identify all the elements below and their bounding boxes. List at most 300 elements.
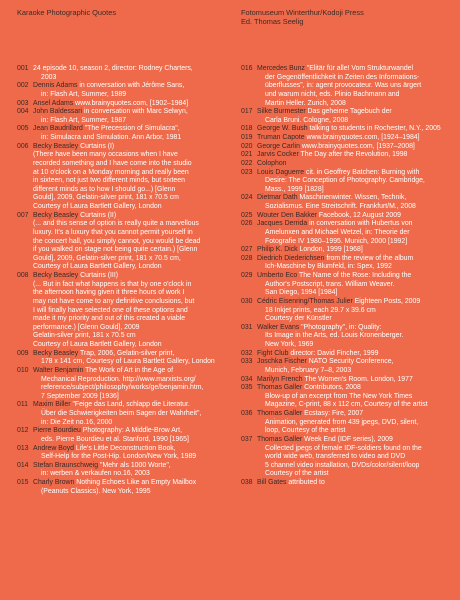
entry-line [33,134,237,143]
entry-text: in: werben & verkaufen no.16, 2003 [41,470,150,478]
entry-text: Gould], 2009, Gelatin-silver print, 181 x 70.5 cm [33,194,179,202]
entry-name: Cédric Eisenring/Thomas Julier [257,297,353,305]
index-entry [241,125,453,134]
index-entry [17,427,237,444]
index-entry [17,212,237,272]
entry-number: 022 [241,159,253,167]
index-entry [241,324,453,350]
entry-line [257,350,453,359]
entry-number: 024 [241,194,253,202]
entry-line [33,479,237,488]
entry-name: Colophon [257,159,287,167]
entry-text: 2003 [41,73,57,81]
entry-name: Becky Beasley [33,142,79,150]
entry-body [257,194,453,211]
entry-body [33,427,237,444]
entry-line [257,65,453,74]
entry-number: 014 [17,461,29,469]
index-entry [241,108,453,125]
entry-line [257,401,453,410]
index-column-right [241,65,453,488]
entry-body [257,410,453,436]
index-entry [17,479,237,496]
entry-text: Nothing Echoes Like an Empty Mailbox [74,479,197,486]
entry-number: 006 [17,142,29,150]
entry-text: director: David Fincher, 1999 [288,349,379,357]
header-line: Ed. Thomas Seelig [241,17,304,27]
entry-line [33,281,237,290]
index-entry [17,108,237,125]
header-line: Karaoke Photographic Quotes [17,8,117,17]
entry-line [257,255,453,264]
index-entry [241,65,453,108]
entry-text: Courtesy of Laura Bartlett Gallery, London [33,263,162,271]
entry-line [33,393,237,402]
entry-name: Wouter Den Bakker [257,211,318,219]
entry-text: Gelatin-silver print, 181 x 70.5 cm [33,332,136,340]
entry-name: Umberto Eco [257,272,298,279]
entry-text: 5 channel video installation, DVDs/color/silent/loop [265,461,420,469]
entry-text: different minds as to how I should go...) [Glenn [33,185,176,193]
index-entry [241,246,453,255]
index-entry [241,255,453,272]
entry-text: may not have come to any definitive conclusions, but [33,297,195,305]
entry-body [257,479,453,488]
entry-text: und warum nicht, eds. Plinio Bachmann and [265,90,400,98]
entry-text: in: Flash Art, Summer, 1989 [41,90,127,98]
entry-body [33,143,237,212]
entry-text: The Women's Room. London, 1977 [302,375,413,383]
entry-name: John Baldessari [33,108,83,116]
entry-line [257,298,453,307]
index-entry [241,151,453,160]
entry-text: NATO Security Conference, [306,358,394,366]
entry-name: Philip K. Dick [257,246,298,254]
entry-text: Magazine, C-print, 88 x 112 cm, Courtesy of the artist [265,401,428,409]
entry-body [257,436,453,479]
entry-body [257,134,453,143]
entry-line [257,177,453,186]
entry-body [33,125,237,142]
entry-text: Fotografie IV 1980–1995. Munich, 2000 [1992] [265,237,408,245]
entry-text: 18 Inkjet prints, each 29.7 x 39.6 cm [265,306,376,314]
entry-line [33,341,237,350]
entry-number: 034 [241,375,253,383]
entry-text: Trap, 2006, Gelatin-silver print, [78,349,175,357]
entry-name: Ansel Adams [33,99,74,107]
entry-line [257,134,453,143]
entry-text: the afternoon having given it three hours of work I [33,289,185,297]
entry-line [257,151,453,160]
entry-number: 013 [17,444,29,452]
entry-number: 037 [241,435,253,443]
entry-line [33,220,237,229]
entry-name: Walter Benjamin [33,366,84,374]
entry-name: Dietmar Dath [257,194,298,202]
entry-text: Eighteen Posts, 2009 [352,297,421,305]
entry-text: Desire: The Conception of Photography. Cambridge, [265,177,425,185]
entry-name: Thomas Galler [257,410,303,417]
entry-body [33,100,237,109]
entry-line [257,419,453,428]
entry-number: 021 [241,151,253,159]
entry-line [33,376,237,385]
index-entry [17,82,237,99]
entry-text: Courtesy der Künstler [265,315,332,323]
entry-line [33,358,237,367]
entry-name: Walker Evans [257,323,300,331]
entry-line [33,143,237,152]
entry-text: (... But in fact what happens is that by one o'clock in [33,280,192,288]
entry-text: loop, Courtesy of the artist [265,427,346,435]
entry-text: eds. Pierre Bourdieu et al. Stanford, 1990 [1965] [41,435,189,443]
entry-number: 018 [241,125,253,133]
entry-text: (... and this sense of option is really quite a marvellous [33,220,199,228]
header-left [17,8,116,17]
entry-line [257,74,453,83]
entry-text: "Mehr als 1000 Worte", [98,461,171,469]
index-entry [241,436,453,479]
entry-name: Becky Beasley [33,272,79,279]
entry-name: Jacques Derrida [257,220,308,228]
index-entry [241,134,453,143]
entry-line [33,151,237,160]
entry-text: der Gegenöffentlichkeit in Zeiten des Informations- [265,73,420,81]
entry-text: attributed to [286,479,325,486]
entry-body [257,376,453,385]
entry-name: Mercedes Bunz [257,65,305,72]
entry-body [257,384,453,410]
index-entry [241,298,453,324]
index-entry [17,100,237,109]
entry-line [33,324,237,333]
index-entry [241,169,453,195]
index-entry [17,445,237,462]
entry-line [33,169,237,178]
entry-name: George W. Bush [257,125,308,133]
entry-number: 032 [241,349,253,357]
entry-body [33,108,237,125]
entry-text: Das geheime Tagebuch der [305,108,392,116]
entry-line [257,229,453,238]
entry-text: überflusses", in: agent provocateur. Was uns ärgert [265,82,422,90]
entry-line [33,203,237,212]
entry-line [33,238,237,247]
entry-text: made it my priority and out of this created a viable [33,315,186,323]
entry-text: Week End (IDF series), 2009 [302,435,393,443]
entry-line [257,341,453,350]
entry-line [33,82,237,91]
entry-body [257,160,453,169]
entry-line [257,427,453,436]
index-entry [241,272,453,298]
entry-line [33,384,237,393]
entry-line [33,246,237,255]
entry-number: 012 [17,427,29,435]
entry-number: 017 [241,108,253,116]
entry-line [33,436,237,445]
entry-body [257,298,453,324]
header-line: Fotomuseum Winterthur/Kodoji Press [241,8,364,17]
entry-line [33,117,237,126]
entry-body [33,401,237,427]
entry-line [257,315,453,324]
entry-line [257,238,453,247]
entry-line [33,401,237,410]
entry-line [257,479,453,488]
entry-line [257,332,453,341]
entry-text: Blow-up of an excerpt from The New York Times [265,392,413,400]
index-entry [241,143,453,152]
entry-number: 036 [241,410,253,417]
entry-number: 030 [241,297,253,305]
entry-text: "Photography", in: Quality: [299,323,382,331]
index-entry [241,350,453,359]
entry-text: "The Precession of Simulacra", [82,125,180,133]
index-entry [241,220,453,246]
entry-line [257,462,453,471]
index-entry [17,125,237,142]
entry-line [33,315,237,324]
entry-number: 029 [241,272,253,279]
entry-line [33,410,237,419]
entry-body [33,445,237,462]
entry-text: in sixteen, not just two different minds, but sixteen [33,177,185,185]
entry-number: 009 [17,349,29,357]
entry-line [33,488,237,497]
entry-text: in: Flash Art, Summer, 1987 [41,116,127,124]
entry-text: 24 episode 10, season 2, director: Rodney Charters, [33,65,193,72]
entry-line [33,194,237,203]
entry-text: Life's Little Deconstruction Book, [73,444,176,452]
index-entry [241,212,453,221]
index-entry [241,358,453,375]
entry-line [257,410,453,419]
entry-text: performance.) [Glenn Gould], 2009 [33,323,140,331]
entry-text: Gould], 2009, Gelatin-silver print, 181 x 70.5 cm, [33,254,181,262]
entry-number: 026 [241,220,253,228]
entry-text: (There have been many occasions when I have [33,151,178,159]
entry-text: in conversation with Jérôme Sans, [77,82,185,90]
entry-line [33,186,237,195]
entry-body [257,125,453,134]
entry-text: 178 x 141 cm, Courtesy of Laura Bartlett Gallery, London [41,358,215,366]
entry-text: Martin Heller. Zurich, 2008 [265,99,346,107]
entry-line [257,186,453,195]
entry-text: at 10 o'clock on a Monday morning and really been [33,168,189,176]
entry-text: Curtains (II) [78,211,117,219]
entry-line [257,125,453,134]
entry-text: www.brainyquotes.com, [1902–1984] [73,99,189,107]
entry-number: 008 [17,272,29,279]
entry-line [33,367,237,376]
entry-line [33,298,237,307]
entry-name: Bill Gates [257,479,287,486]
entry-number: 001 [17,65,29,72]
entry-line [33,160,237,169]
entry-line [33,272,237,281]
entry-name: Stefan Braunschweig [33,461,99,469]
entry-line [257,445,453,454]
entry-line [257,393,453,402]
entry-number: 031 [241,323,253,331]
entry-text: Curtains (I) [78,142,115,150]
entry-line [257,376,453,385]
entry-text: in conversation with Marc Selwyn, [82,108,188,116]
entry-line [257,82,453,91]
entry-text: www.brainyquotes.com, [1937–2008] [299,142,415,150]
entry-text: Maschinenwinter. Wissen, Technik, [297,194,407,202]
entry-line [257,108,453,117]
entry-line [257,272,453,281]
index-entry [241,384,453,410]
entry-line [257,324,453,333]
entry-line [33,229,237,238]
entry-body [33,272,237,350]
entry-line [257,117,453,126]
entry-line [33,470,237,479]
entry-text: Courtesy of Laura Bartlett Gallery, London [33,341,162,348]
entry-number: 028 [241,254,253,262]
entry-text: Courtesy of the artist [265,470,329,478]
entry-line [33,108,237,117]
entry-body [257,324,453,350]
entry-text: Carla Bruni. Cologne, 2008 [265,116,349,124]
entry-text: cit. in Geoffrey Batchen: Burning with [304,168,420,176]
entry-line [33,65,237,74]
entry-line [257,453,453,462]
entry-body [257,212,453,221]
entry-name: Becky Beasley [33,211,79,219]
entry-line [257,212,453,221]
entry-name: Andrew Boyd [33,444,74,452]
entry-name: Louis Daguerre [257,168,305,176]
entry-text: from the review of the album [324,254,414,262]
entry-body [257,246,453,255]
entry-body [33,350,237,367]
entry-line [33,263,237,272]
index-entry [17,367,237,402]
entry-text: The Name of the Rose: Including the [297,272,412,279]
index-entry [241,479,453,488]
entry-text: Mass., 1999 [1828] [265,185,324,193]
entry-number: 033 [241,358,253,366]
entry-line [33,332,237,341]
entry-body [33,65,237,82]
entry-number: 015 [17,479,29,486]
entry-text: Über die Schwierigkeiten beim Sagen der Wahrheit", [41,410,202,417]
entry-text: I will finally have selected one of these options and [33,306,188,314]
entry-line [33,100,237,109]
entry-line [33,212,237,221]
entry-text: Author's Postscript, trans. William Weaver. [265,280,395,288]
entry-line [33,350,237,359]
entry-text: Curtains (III) [78,272,119,279]
entry-line [257,263,453,272]
entry-text: Its Image in the Arts, ed. Louis Kronenberger. [265,332,404,340]
entry-line [33,419,237,428]
entry-number: 007 [17,211,29,219]
entry-line [257,281,453,290]
entry-body [33,462,237,479]
entry-line [257,194,453,203]
entry-name: George Carlin [257,142,300,150]
entry-line [257,436,453,445]
entry-name: Becky Beasley [33,349,79,357]
entry-name: Maxim Biller [33,401,71,409]
entry-line [257,220,453,229]
index-entry [17,401,237,427]
entry-text: Ich-Maschine by Blumfeld, in: Spex, 1992 [265,263,392,271]
entry-body [257,108,453,125]
entry-name: Truman Capote [257,134,305,141]
entry-text: Mechanical Reproduction. http://www.marxists.org/ [41,375,196,383]
entry-body [257,151,453,160]
entry-line [257,203,453,212]
entry-number: 027 [241,246,253,254]
entry-body [257,220,453,246]
index-entry [241,160,453,169]
entry-text: www.brainyquotes.com, [1924–1984] [304,134,420,141]
entry-number: 011 [17,401,28,409]
entry-body [257,358,453,375]
entry-number: 025 [241,211,253,219]
entry-text: Facebook, 12 August 2009 [317,211,401,219]
entry-body [257,350,453,359]
entry-number: 038 [241,479,253,486]
entry-name: Joschka Fischer [257,358,307,366]
entry-line [33,453,237,462]
entry-line [257,246,453,255]
entry-text: reference/subject/philosophy/works/ge/benjamin.htm, [41,384,204,392]
entry-line [257,91,453,100]
entry-name: Diedrich Diederichsen [257,254,325,262]
entry-name: Silke Burmester [257,108,306,116]
index-entry [17,143,237,212]
index-entry [17,350,237,367]
entry-line [33,462,237,471]
entry-body [257,169,453,195]
index-entry [241,194,453,211]
entry-line [33,445,237,454]
entry-text: Contributors, 2008 [302,384,361,392]
entry-body [33,212,237,272]
entry-text: Photography: A Middle-Brow Art, [80,427,183,435]
entry-number: 005 [17,125,29,133]
entry-text: Courtesy of Laura Bartlett Gallery, London [33,203,162,210]
entry-text: New York, 1969 [265,341,314,348]
entry-line [257,384,453,393]
entry-line [257,289,453,298]
header-right [241,8,364,26]
entry-text: (Peanuts Classics). New York, 1995 [41,487,151,495]
entry-number: 010 [17,366,29,374]
index-entry [17,65,237,82]
entry-text: Amelunxen and Michael Wetzel, in: Theorie der [265,228,410,236]
entry-text: Sozialismus. Eine Streitschrift. Frankfurt/M., 2008 [265,203,416,210]
entry-line [257,160,453,169]
entry-name: Jarvis Cocker [257,151,299,159]
entry-body [33,367,237,402]
entry-body [257,65,453,108]
entry-number: 019 [241,134,253,141]
entry-name: Dennis Adams [33,82,78,90]
entry-body [257,143,453,152]
entry-line [33,427,237,436]
index-column-left [17,65,237,496]
entry-text: Munich, February 7–8, 2003 [265,366,352,374]
entry-text: talking to students in Rochester, N.Y., 2005 [307,125,441,133]
